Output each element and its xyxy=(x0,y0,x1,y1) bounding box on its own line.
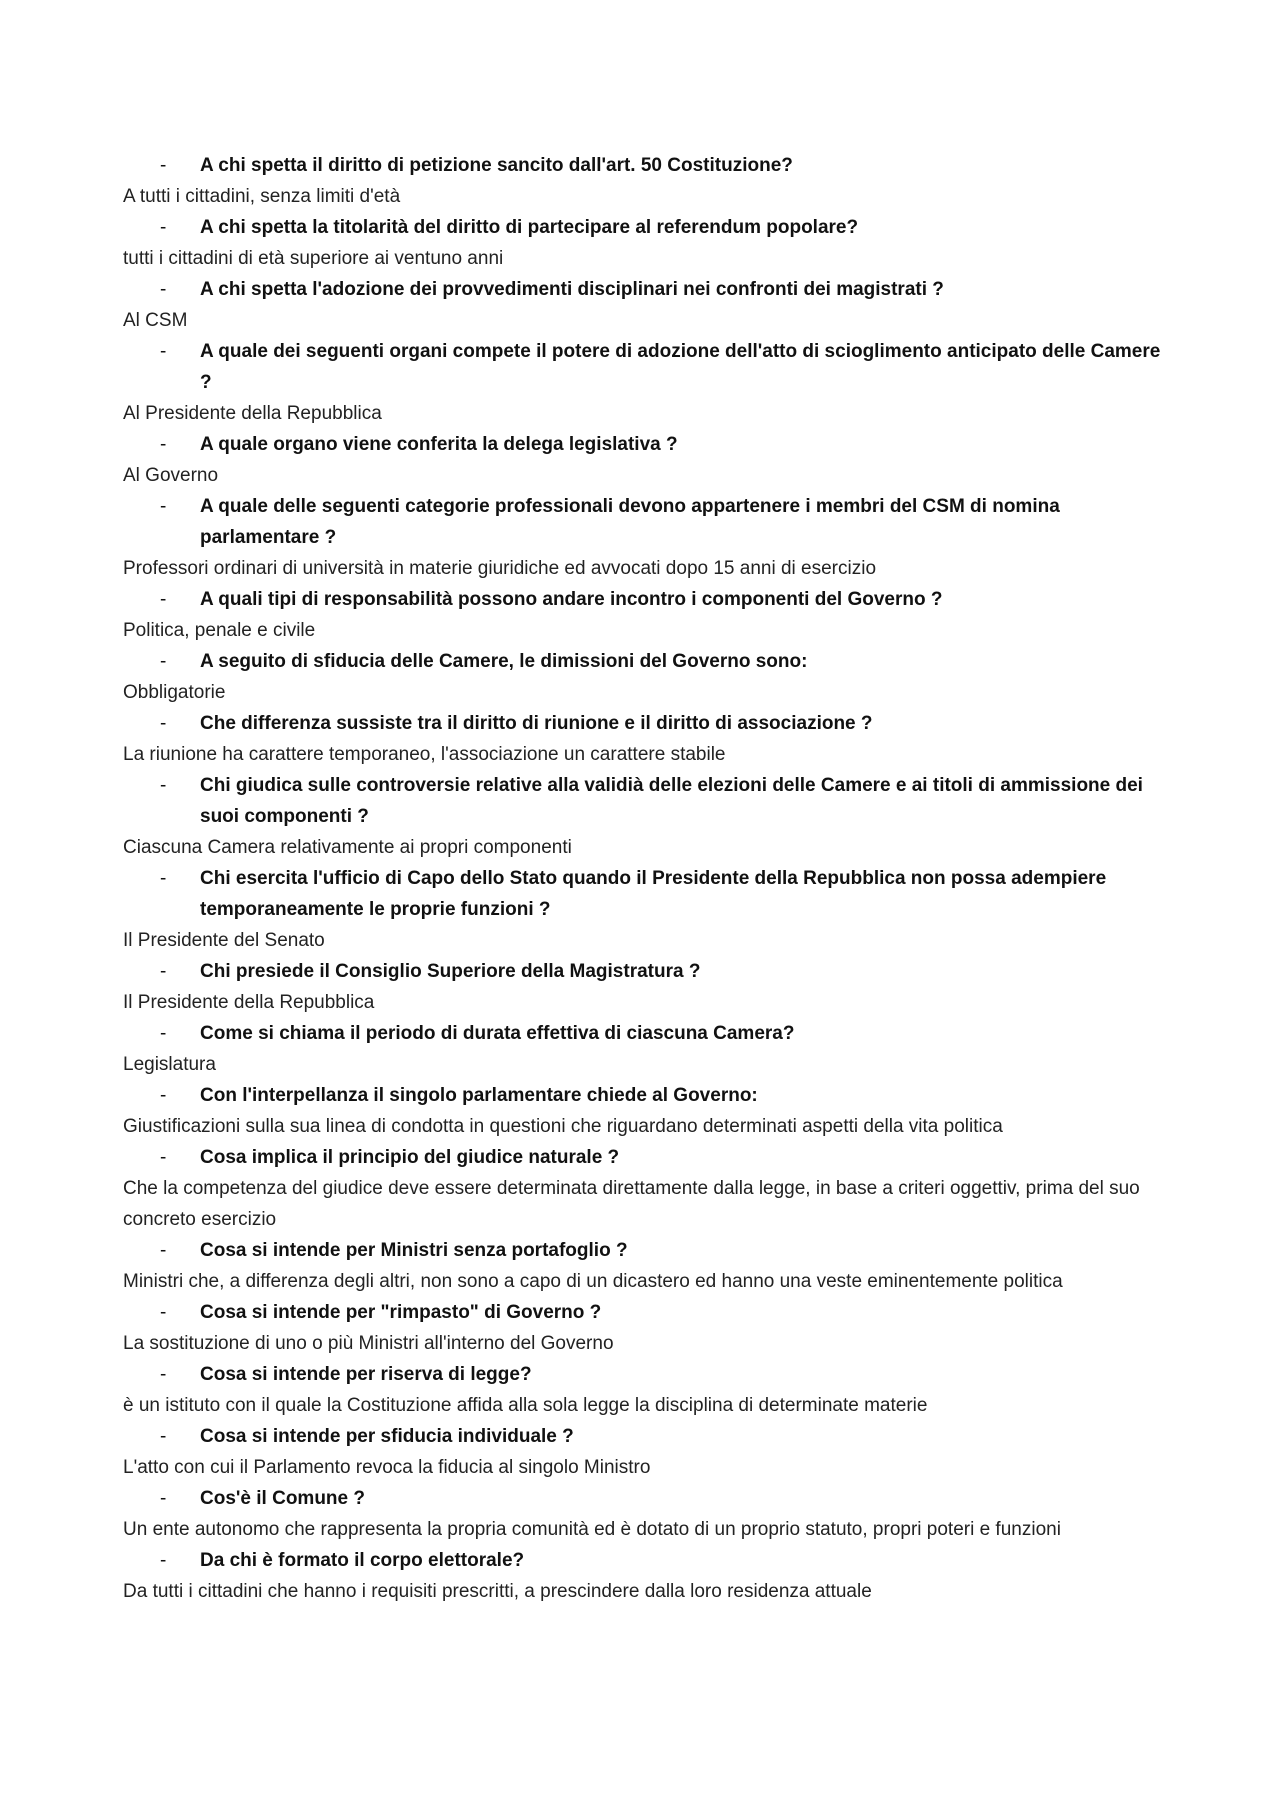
qa-item xyxy=(123,1421,1163,1483)
question xyxy=(123,770,1163,832)
bullet-dash: - xyxy=(160,651,167,672)
question-text: Cosa si intende per Ministri senza portafoglio ? xyxy=(200,1240,628,1261)
question-text: A quale dei seguenti organi compete il potere di adozione dell'atto di scioglimento anticipato delle Camere ? xyxy=(200,341,1161,393)
bullet-dash: - xyxy=(160,155,167,176)
bullet-dash: - xyxy=(160,217,167,238)
question xyxy=(123,1235,1163,1266)
question-text: Chi presiede il Consiglio Superiore della Magistratura ? xyxy=(200,961,701,982)
bullet-dash: - xyxy=(160,1426,167,1447)
question xyxy=(123,956,1163,987)
answer: La riunione ha carattere temporaneo, l'associazione un carattere stabile xyxy=(123,744,726,765)
qa-item xyxy=(123,1483,1163,1545)
question-text: Che differenza sussiste tra il diritto di riunione e il diritto di associazione ? xyxy=(200,713,873,734)
qa-item xyxy=(123,1297,1163,1359)
bullet-dash: - xyxy=(160,1023,167,1044)
question-text: A quali tipi di responsabilità possono andare incontro i componenti del Governo ? xyxy=(200,589,943,610)
qa-item xyxy=(123,584,1163,646)
qa-item xyxy=(123,1545,1163,1607)
question xyxy=(123,429,1163,460)
question xyxy=(123,1359,1163,1390)
answer: Ministri che, a differenza degli altri, non sono a capo di un dicastero ed hanno una veste eminentemente politica xyxy=(123,1271,1063,1292)
answer: Professori ordinari di università in materie giuridiche ed avvocati dopo 15 anni di esercizio xyxy=(123,558,877,579)
bullet-dash: - xyxy=(160,1240,167,1261)
question-text: Cosa si intende per sfiducia individuale ? xyxy=(200,1426,574,1447)
question-text: Con l'interpellanza il singolo parlamentare chiede al Governo: xyxy=(200,1085,758,1106)
question-text: Come si chiama il periodo di durata effettiva di ciascuna Camera? xyxy=(200,1023,795,1044)
answer: Da tutti i cittadini che hanno i requisiti prescritti, a prescindere dalla loro residenza attuale xyxy=(123,1581,872,1602)
bullet-dash: - xyxy=(160,341,167,362)
answer: è un istituto con il quale la Costituzione affida alla sola legge la disciplina di determinate materie xyxy=(123,1395,928,1416)
question-text: A chi spetta l'adozione dei provvedimenti disciplinari nei confronti dei magistrati ? xyxy=(200,279,944,300)
qa-list xyxy=(123,150,1163,1607)
question-text: Cosa si intende per "rimpasto" di Governo ? xyxy=(200,1302,602,1323)
bullet-dash: - xyxy=(160,1364,167,1385)
qa-item xyxy=(123,708,1163,770)
bullet-dash: - xyxy=(160,713,167,734)
qa-item xyxy=(123,491,1163,584)
question-text: A chi spetta il diritto di petizione sancito dall'art. 50 Costituzione? xyxy=(200,155,793,176)
bullet-dash: - xyxy=(160,434,167,455)
question xyxy=(123,274,1163,305)
answer: Il Presidente della Repubblica xyxy=(123,992,375,1013)
qa-item xyxy=(123,336,1163,429)
qa-item xyxy=(123,1359,1163,1421)
question xyxy=(123,212,1163,243)
answer: Ciascuna Camera relativamente ai propri componenti xyxy=(123,837,572,858)
question-text: Chi giudica sulle controversie relative alla validià delle elezioni delle Camere e ai titoli di ammissione dei suoi componenti ? xyxy=(200,775,1143,827)
question-text: A chi spetta la titolarità del diritto di partecipare al referendum popolare? xyxy=(200,217,859,238)
answer: La sostituzione di uno o più Ministri all'interno del Governo xyxy=(123,1333,614,1354)
question xyxy=(123,1142,1163,1173)
question xyxy=(123,1080,1163,1111)
question-text: A quale delle seguenti categorie professionali devono appartenere i membri del CSM di nomina parlamentare ? xyxy=(200,496,1060,548)
bullet-dash: - xyxy=(160,1488,167,1509)
qa-item xyxy=(123,274,1163,336)
bullet-dash: - xyxy=(160,868,167,889)
qa-item xyxy=(123,646,1163,708)
bullet-dash: - xyxy=(160,961,167,982)
answer: Obbligatorie xyxy=(123,682,226,703)
question-text: Da chi è formato il corpo elettorale? xyxy=(200,1550,525,1571)
bullet-dash: - xyxy=(160,1550,167,1571)
question xyxy=(123,646,1163,677)
question xyxy=(123,584,1163,615)
bullet-dash: - xyxy=(160,1302,167,1323)
qa-item xyxy=(123,1080,1163,1142)
answer: Al CSM xyxy=(123,310,188,331)
answer: Che la competenza del giudice deve essere determinata direttamente dalla legge, in base a criteri oggettiv, prima del suo concreto esercizio xyxy=(123,1178,1140,1230)
question-text: Chi esercita l'ufficio di Capo dello Stato quando il Presidente della Repubblica non possa adempiere temporaneamente le proprie funzioni ? xyxy=(200,868,1107,920)
answer: L'atto con cui il Parlamento revoca la fiducia al singolo Ministro xyxy=(123,1457,651,1478)
qa-item xyxy=(123,863,1163,956)
qa-item xyxy=(123,429,1163,491)
bullet-dash: - xyxy=(160,589,167,610)
question xyxy=(123,1297,1163,1328)
bullet-dash: - xyxy=(160,279,167,300)
question xyxy=(123,708,1163,739)
question xyxy=(123,491,1163,553)
answer: A tutti i cittadini, senza limiti d'età xyxy=(123,186,401,207)
question xyxy=(123,863,1163,925)
bullet-dash: - xyxy=(160,496,167,517)
question xyxy=(123,336,1163,398)
qa-item xyxy=(123,1018,1163,1080)
qa-item xyxy=(123,956,1163,1018)
answer: tutti i cittadini di età superiore ai ventuno anni xyxy=(123,248,504,269)
question-text: Cosa si intende per riserva di legge? xyxy=(200,1364,532,1385)
question xyxy=(123,1545,1163,1576)
bullet-dash: - xyxy=(160,775,167,796)
question xyxy=(123,150,1163,181)
question-text: Cos'è il Comune ? xyxy=(200,1488,365,1509)
answer: Giustificazioni sulla sua linea di condotta in questioni che riguardano determinati aspetti della vita politica xyxy=(123,1116,1003,1137)
answer: Al Governo xyxy=(123,465,219,486)
answer: Legislatura xyxy=(123,1054,216,1075)
qa-item xyxy=(123,770,1163,863)
question xyxy=(123,1421,1163,1452)
qa-item xyxy=(123,1235,1163,1297)
question xyxy=(123,1018,1163,1049)
question xyxy=(123,1483,1163,1514)
qa-item xyxy=(123,150,1163,212)
qa-item xyxy=(123,212,1163,274)
question-text: Cosa implica il principio del giudice naturale ? xyxy=(200,1147,620,1168)
answer: Un ente autonomo che rappresenta la propria comunità ed è dotato di un proprio statuto, propri poteri e funzioni xyxy=(123,1519,1061,1540)
answer: Al Presidente della Repubblica xyxy=(123,403,382,424)
answer: Politica, penale e civile xyxy=(123,620,316,641)
bullet-dash: - xyxy=(160,1085,167,1106)
answer: Il Presidente del Senato xyxy=(123,930,325,951)
question-text: A quale organo viene conferita la delega legislativa ? xyxy=(200,434,678,455)
question-text: A seguito di sfiducia delle Camere, le dimissioni del Governo sono: xyxy=(200,651,808,672)
qa-item xyxy=(123,1142,1163,1235)
bullet-dash: - xyxy=(160,1147,167,1168)
